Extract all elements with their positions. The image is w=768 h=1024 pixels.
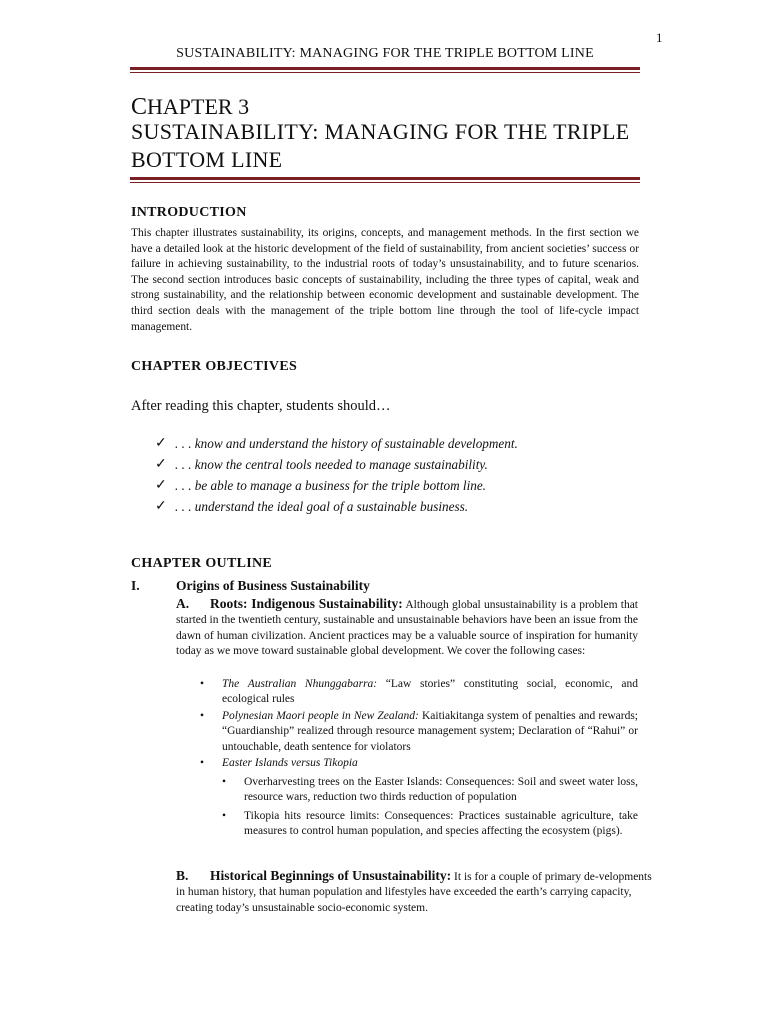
header-rule xyxy=(130,67,640,73)
subsection-title: Roots: Indigenous Sustainability: xyxy=(210,596,403,611)
objective-item xyxy=(155,496,635,517)
chapter-title-line1: SUSTAINABILITY: MANAGING FOR THE TRIPLE xyxy=(131,119,630,144)
case-lead: The Australian Nhunggabarra: xyxy=(222,678,378,690)
subsection-A xyxy=(176,596,638,660)
chapter-initial: C xyxy=(131,94,148,120)
case-lead: Polynesian Maori people in New Zealand: xyxy=(222,709,419,722)
subsection-text: Although global unsustainability is a problem that started in the twentieth century, sustainable and unsustainable behaviors have been an issue from the dawn of human civilization. Ancient practices may be a valuable source of inspiration for humanity today as we move toward sustainable global development. We cover the following cases: xyxy=(176,599,638,658)
objective-item xyxy=(155,433,635,454)
objective-text: . . . understand the ideal goal of a sustainable business. xyxy=(175,498,469,514)
check-icon: ✓ xyxy=(155,436,167,451)
bullet-icon: • xyxy=(222,776,227,788)
check-icon: ✓ xyxy=(155,478,167,493)
bullet-icon: • xyxy=(200,757,205,770)
sub-case-text: Overharvesting trees on the Easter Islands: Consequences: Soil and sweet water loss, resource wars, reduction two thirds reduction of population xyxy=(244,776,638,804)
bullet-icon: • xyxy=(222,809,227,822)
chapter-label-rest: HAPTER 3 xyxy=(147,94,250,119)
objectives-lead: After reading this chapter, students should… xyxy=(131,398,391,414)
case-item xyxy=(200,709,638,755)
sub-case-item xyxy=(222,809,638,840)
case-item xyxy=(200,756,638,771)
subsection-title: Historical Beginnings of Unsustainability: xyxy=(210,868,452,883)
subsection-B xyxy=(176,868,660,916)
cases-list xyxy=(200,677,638,772)
case-text: “Law stories” constituting social, economic, and ecological rules xyxy=(222,678,638,706)
running-header: SUSTAINABILITY: MANAGING FOR THE TRIPLE BOTTOM LINE xyxy=(176,46,594,61)
case-item xyxy=(200,677,638,708)
objective-text: . . . know and understand the history of sustainable development. xyxy=(175,435,518,451)
objective-text: . . . be able to manage a business for the triple bottom line. xyxy=(175,477,486,493)
sub-case-item xyxy=(222,775,638,806)
subsection-letter: B. xyxy=(176,868,189,883)
chapter-title xyxy=(131,118,651,174)
title-rule xyxy=(130,177,640,183)
chapter-label xyxy=(131,94,249,121)
sub-case-text: Tikopia hits resource limits: Consequences: Practices sustainable agriculture, take measures to control human population, and species affecting the ecosystem (pigs). xyxy=(244,809,638,838)
objective-text: . . . know the central tools needed to manage sustainability. xyxy=(175,456,488,472)
page-number: 1 xyxy=(656,30,663,45)
objective-item xyxy=(155,475,635,496)
subsection-text: It is for a couple of primary de-velopments in human history, that human population and lifestyles have exceeded the earth’s carrying capacity, creating today’s unsustainable socio-economic system. xyxy=(176,871,652,914)
objective-item xyxy=(155,454,635,475)
outline-heading: CHAPTER OUTLINE xyxy=(131,556,273,571)
check-icon: ✓ xyxy=(155,457,167,472)
case-lead: Easter Islands versus Tikopia xyxy=(222,757,358,770)
outline-numeral-I: I. xyxy=(131,578,140,593)
bullet-icon: • xyxy=(200,709,205,722)
outline-section-title: Origins of Business Sustainability xyxy=(176,578,370,593)
check-icon: ✓ xyxy=(155,499,167,514)
chapter-title-line2: BOTTOM LINE xyxy=(131,147,283,172)
introduction-heading: INTRODUCTION xyxy=(131,205,247,220)
case-text: Kaitiakitanga system of penalties and rewards; “Guardianship” realized through resource management system; Declaration of “Rahui” or untouchable, death sentence for violators xyxy=(222,709,638,753)
introduction-paragraph: This chapter illustrates sustainability, its origins, concepts, and management methods. In the first section we have a detailed look at the historic development of the field of sustainability, from ancient societies’ success or failure in achieving sustainability, to the industrial roots of today’s unsustainability, and to future scenarios. The second section introduces basic concepts of sustainability, including the three types of capital, weak and strong sustainability, and the relationship between economic development and sustainable development. The third section deals with the management of the triple bottom line through the tool of life-cycle impact management. xyxy=(131,227,639,333)
bullet-icon: • xyxy=(200,678,205,690)
objectives-heading: CHAPTER OBJECTIVES xyxy=(131,359,298,374)
objectives-list xyxy=(155,433,635,517)
subsection-letter: A. xyxy=(176,596,190,611)
sub-cases-list xyxy=(222,775,638,843)
